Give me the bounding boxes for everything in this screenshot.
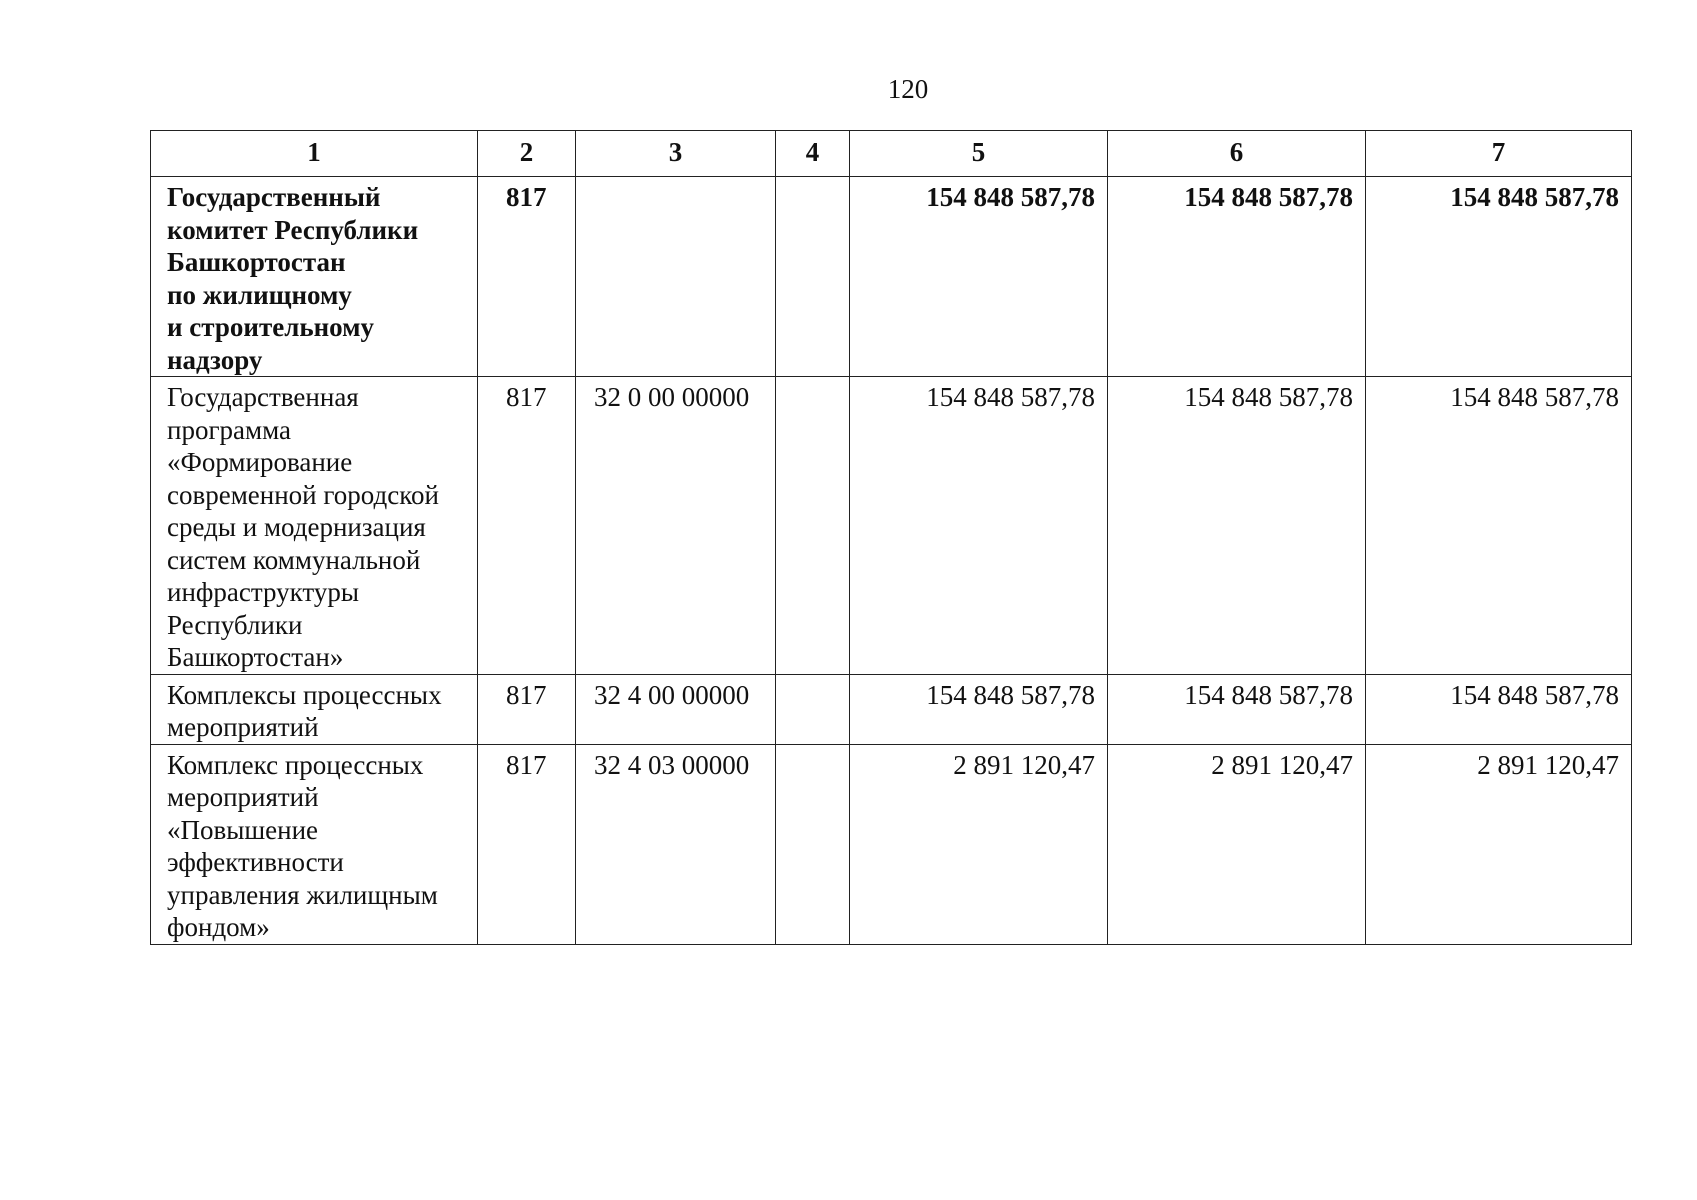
row-name-cell: Комплексы процессных мероприятий [151, 674, 478, 744]
row-amount-7-cell: 2 891 120,47 [1366, 744, 1632, 944]
header-cell-3: 3 [576, 131, 776, 177]
row-amount-6-cell: 154 848 587,78 [1108, 674, 1366, 744]
table-row [151, 674, 1632, 744]
row-col4-cell [776, 377, 850, 675]
row-amount-7-cell: 154 848 587,78 [1366, 377, 1632, 675]
row-amount-5-cell: 2 891 120,47 [850, 744, 1108, 944]
row-amount-7-cell: 154 848 587,78 [1366, 674, 1632, 744]
row-name-cell: Государственная программа «Формирование современной городской среды и модернизация систем коммунальной инфраструктуры Республики Башкортостан» [151, 377, 478, 675]
row-name-cell: Комплекс процессных мероприятий «Повышение эффективности управления жилищным фондом» [151, 744, 478, 944]
row-code-cell: 817 [478, 674, 576, 744]
row-amount-6-cell: 154 848 587,78 [1108, 377, 1366, 675]
row-code-cell: 817 [478, 377, 576, 675]
row-classification-cell: 32 4 00 00000 [576, 674, 776, 744]
row-name-cell: Государственный комитет Республики Башкортостан по жилищному и строительному надзору [151, 177, 478, 377]
header-cell-4: 4 [776, 131, 850, 177]
row-code-cell: 817 [478, 177, 576, 377]
row-classification-cell: 32 0 00 00000 [576, 377, 776, 675]
row-amount-6-cell: 154 848 587,78 [1108, 177, 1366, 377]
row-amount-5-cell: 154 848 587,78 [850, 177, 1108, 377]
header-cell-5: 5 [850, 131, 1108, 177]
header-cell-7: 7 [1366, 131, 1632, 177]
budget-table [150, 130, 1632, 945]
header-cell-2: 2 [478, 131, 576, 177]
table-row [151, 377, 1632, 675]
header-cell-1: 1 [151, 131, 478, 177]
row-col4-cell [776, 744, 850, 944]
row-amount-6-cell: 2 891 120,47 [1108, 744, 1366, 944]
table-row [151, 744, 1632, 944]
row-amount-5-cell: 154 848 587,78 [850, 674, 1108, 744]
table-row [151, 177, 1632, 377]
header-cell-6: 6 [1108, 131, 1366, 177]
page-number: 120 [887, 74, 929, 104]
header-row [151, 131, 1632, 177]
row-col4-cell [776, 177, 850, 377]
row-classification-cell [576, 177, 776, 377]
row-amount-7-cell: 154 848 587,78 [1366, 177, 1632, 377]
row-col4-cell [776, 674, 850, 744]
row-classification-cell: 32 4 03 00000 [576, 744, 776, 944]
row-code-cell: 817 [478, 744, 576, 944]
row-amount-5-cell: 154 848 587,78 [850, 377, 1108, 675]
